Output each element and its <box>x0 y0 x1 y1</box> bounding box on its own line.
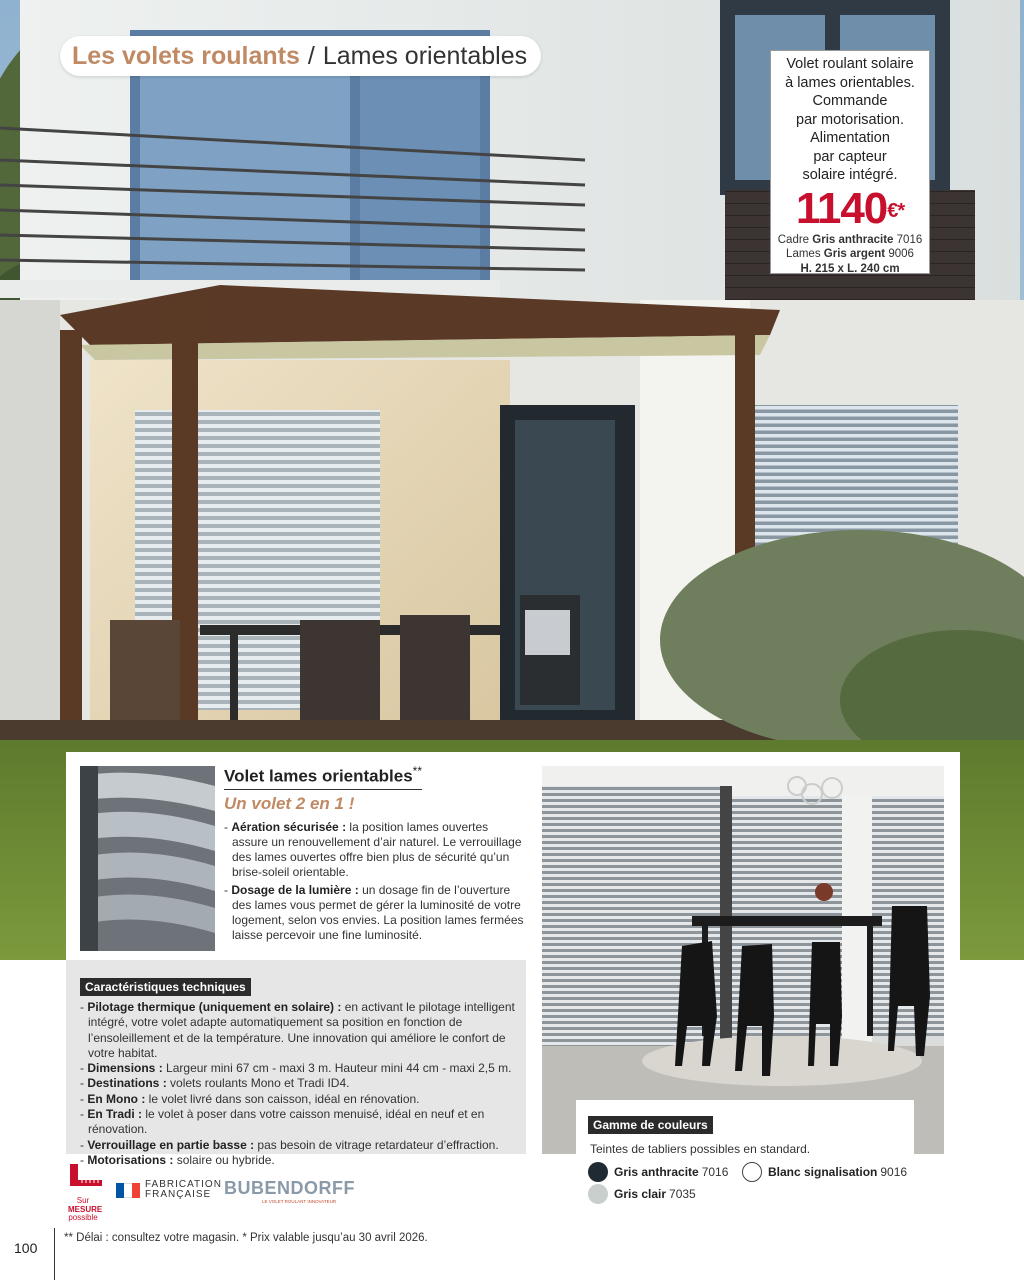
page-title <box>60 36 541 76</box>
spec-label: Lames <box>786 248 821 260</box>
item-text: en activant le pilotage intelligent intégré, votre volet adapte automatiquement sa position en fonction de l’ensoleillement et de la température. Une innovation qui améliore le confort de votre habitat. <box>88 1000 515 1060</box>
title-sub: Lames orientables <box>322 41 528 70</box>
desc-line: solaire intégré. <box>802 167 898 183</box>
item-label: Motorisations : <box>87 1152 174 1167</box>
spec-label: Cadre <box>777 233 810 246</box>
spec-code: 7016 <box>896 233 923 246</box>
dining-room-photo <box>542 766 944 1154</box>
swatch-name: Gris clair <box>614 1187 667 1201</box>
color-swatch <box>742 1162 762 1182</box>
item-label: Dimensions : <box>87 1061 163 1076</box>
desc-line: Volet roulant solaire <box>786 56 914 72</box>
title-separator: / <box>307 41 315 70</box>
spec-lames <box>771 247 929 262</box>
list-item: - Destinations : volets roulants Mono et Tradi ID4. <box>80 1076 350 1091</box>
spec-value: Gris anthracite <box>812 233 894 246</box>
desc-line: à lames orientables. <box>785 74 915 91</box>
price-box <box>770 50 930 274</box>
list-item: - En Mono : le volet livré dans son caisson, idéal en rénovation. <box>80 1091 420 1106</box>
item-label: En Tradi : <box>87 1107 143 1122</box>
list-item: - Motorisations : solaire ou hybride. <box>80 1152 275 1167</box>
room-photo-frame <box>530 752 960 1154</box>
swatch-blanc-signalisation <box>742 1162 907 1182</box>
page-number: 100 <box>14 1240 38 1256</box>
price-specs <box>771 233 929 277</box>
colors-box <box>576 1100 914 1212</box>
fab-line: FABRICATION <box>145 1179 222 1190</box>
desc-line: Commande <box>812 93 888 109</box>
item-text: volets roulants Mono et Tradi ID4. <box>170 1076 350 1091</box>
swatch-name: Blanc signalisation <box>768 1165 878 1179</box>
price-value: 1140 <box>795 183 888 233</box>
spec-value: Gris argent <box>823 248 886 260</box>
item-label: Verrouillage en partie basse : <box>87 1137 255 1152</box>
swatch-name: Gris anthracite <box>614 1165 699 1179</box>
item-text: solaire ou hybride. <box>176 1152 275 1167</box>
color-swatch <box>588 1184 608 1204</box>
tech-specs-list <box>80 1000 520 1168</box>
swatch-gris-clair <box>588 1184 696 1204</box>
slats-closeup-image <box>80 766 215 951</box>
list-item: - Pilotage thermique (uniquement en solaire) : en activant le pilotage intelligent intégré, votre volet adapte automatiquement sa position en fonction de l’ensoleillement et de la température. Une innovation qui améliore le confort de votre habitat. <box>80 1000 515 1060</box>
brand-logo: BUBENDORFF <box>224 1178 355 1198</box>
item-text: Largeur mini 67 cm - maxi 3 m. Hauteur mini 44 cm - maxi 2,5 m. <box>166 1061 512 1076</box>
item-text: pas besoin de vitrage retardateur d’effraction. <box>257 1137 499 1152</box>
item-label: Aération sécurisée : <box>231 820 347 834</box>
info-title-text: Volet lames orientables <box>224 766 413 786</box>
swatch-code: 7035 <box>669 1187 696 1201</box>
desc-line: par motorisation. <box>796 111 904 128</box>
colors-label: Gamme de couleurs <box>588 1116 713 1134</box>
price-currency: €* <box>887 199 905 222</box>
page-divider <box>54 1228 55 1280</box>
info-list <box>224 820 524 946</box>
item-text: un dosage fin de l’ouverture des lames vous permet de gérer la luminosité de votre logement, selon vos envies. La position lames fermées laisse percevoir une fine luminosité. <box>232 883 524 942</box>
title-main: Les volets roulants <box>72 41 300 70</box>
spec-code: 9006 <box>888 248 914 260</box>
item-label: Pilotage thermique (uniquement en solaire) : <box>87 1000 342 1014</box>
list-item: - Verrouillage en partie basse : pas besoin de vitrage retardateur d’effraction. <box>80 1137 499 1152</box>
fab-line: FRANÇAISE <box>145 1189 212 1200</box>
list-item: - Dimensions : Largeur mini 67 cm - maxi 3 m. Hauteur mini 44 cm - maxi 2,5 m. <box>80 1061 512 1076</box>
brand-tagline: LE VOLET ROULANT INNOVATEUR <box>262 1199 337 1204</box>
footnote: ** Délai : consultez votre magasin. * Prix valable jusqu’au 30 avril 2026. <box>64 1232 428 1244</box>
mesure-line: Sur <box>76 1196 90 1205</box>
info-title-mark: ** <box>412 764 422 778</box>
list-item: - En Tradi : le volet à poser dans votre caisson menuisé, idéal en neuf et en rénovation. <box>80 1107 485 1137</box>
tech-specs-box <box>66 960 526 1167</box>
mesure-line: MESURE <box>68 1204 103 1214</box>
item-label: En Mono : <box>87 1091 146 1106</box>
swatch-gris-anthracite <box>588 1162 728 1182</box>
item-text: le volet à poser dans votre caisson menuisé, idéal en neuf et en rénovation. <box>88 1107 485 1137</box>
tech-specs-label: Caractéristiques techniques <box>80 978 251 996</box>
dimensions-value: H. 215 x L. 240 cm <box>800 262 900 275</box>
list-item: - Dosage de la lumière : un dosage fin de l’ouverture des lames vous permet de gérer la luminosité de votre logement, selon vos envies. La position lames fermées laisse percevoir une fine luminosité. <box>224 883 524 942</box>
item-text: le volet livré dans son caisson, idéal en rénovation. <box>148 1091 420 1106</box>
fabrication-francaise <box>145 1180 222 1200</box>
item-label: Dosage de la lumière : <box>231 883 359 897</box>
sur-mesure-icon <box>68 1162 106 1192</box>
desc-line: par capteur <box>813 148 887 165</box>
color-swatch <box>588 1162 608 1182</box>
list-item: - Aération sécurisée : la position lames ouvertes assure un renouvellement d’air naturel. Le verrouillage des lames ouvertes offre bien plus de sécurité qu’un brise-soleil orientable. <box>224 820 522 879</box>
info-slogan: Un volet 2 en 1 ! <box>224 794 355 813</box>
french-flag-icon <box>116 1183 140 1198</box>
spec-cadre <box>771 233 929 248</box>
mesure-line: possible <box>68 1213 98 1222</box>
item-text: la position lames ouvertes assure un renouvellement d’air naturel. Le verrouillage des lames ouvertes offre bien plus de sécurité qu’un brise-soleil orientable. <box>232 820 522 879</box>
swatch-code: 9016 <box>880 1165 908 1179</box>
sur-mesure-text <box>68 1196 103 1223</box>
product-description <box>771 55 929 185</box>
price <box>771 183 929 233</box>
colors-subtitle: Teintes de tabliers possibles en standard. <box>590 1142 811 1156</box>
info-title <box>224 764 422 790</box>
desc-line: Alimentation <box>810 130 890 146</box>
swatch-code: 7016 <box>701 1165 729 1179</box>
product-info-box <box>66 752 530 960</box>
spec-dimensions <box>771 262 929 277</box>
item-label: Destinations : <box>87 1076 167 1091</box>
sur-mesure-logo <box>68 1162 106 1220</box>
